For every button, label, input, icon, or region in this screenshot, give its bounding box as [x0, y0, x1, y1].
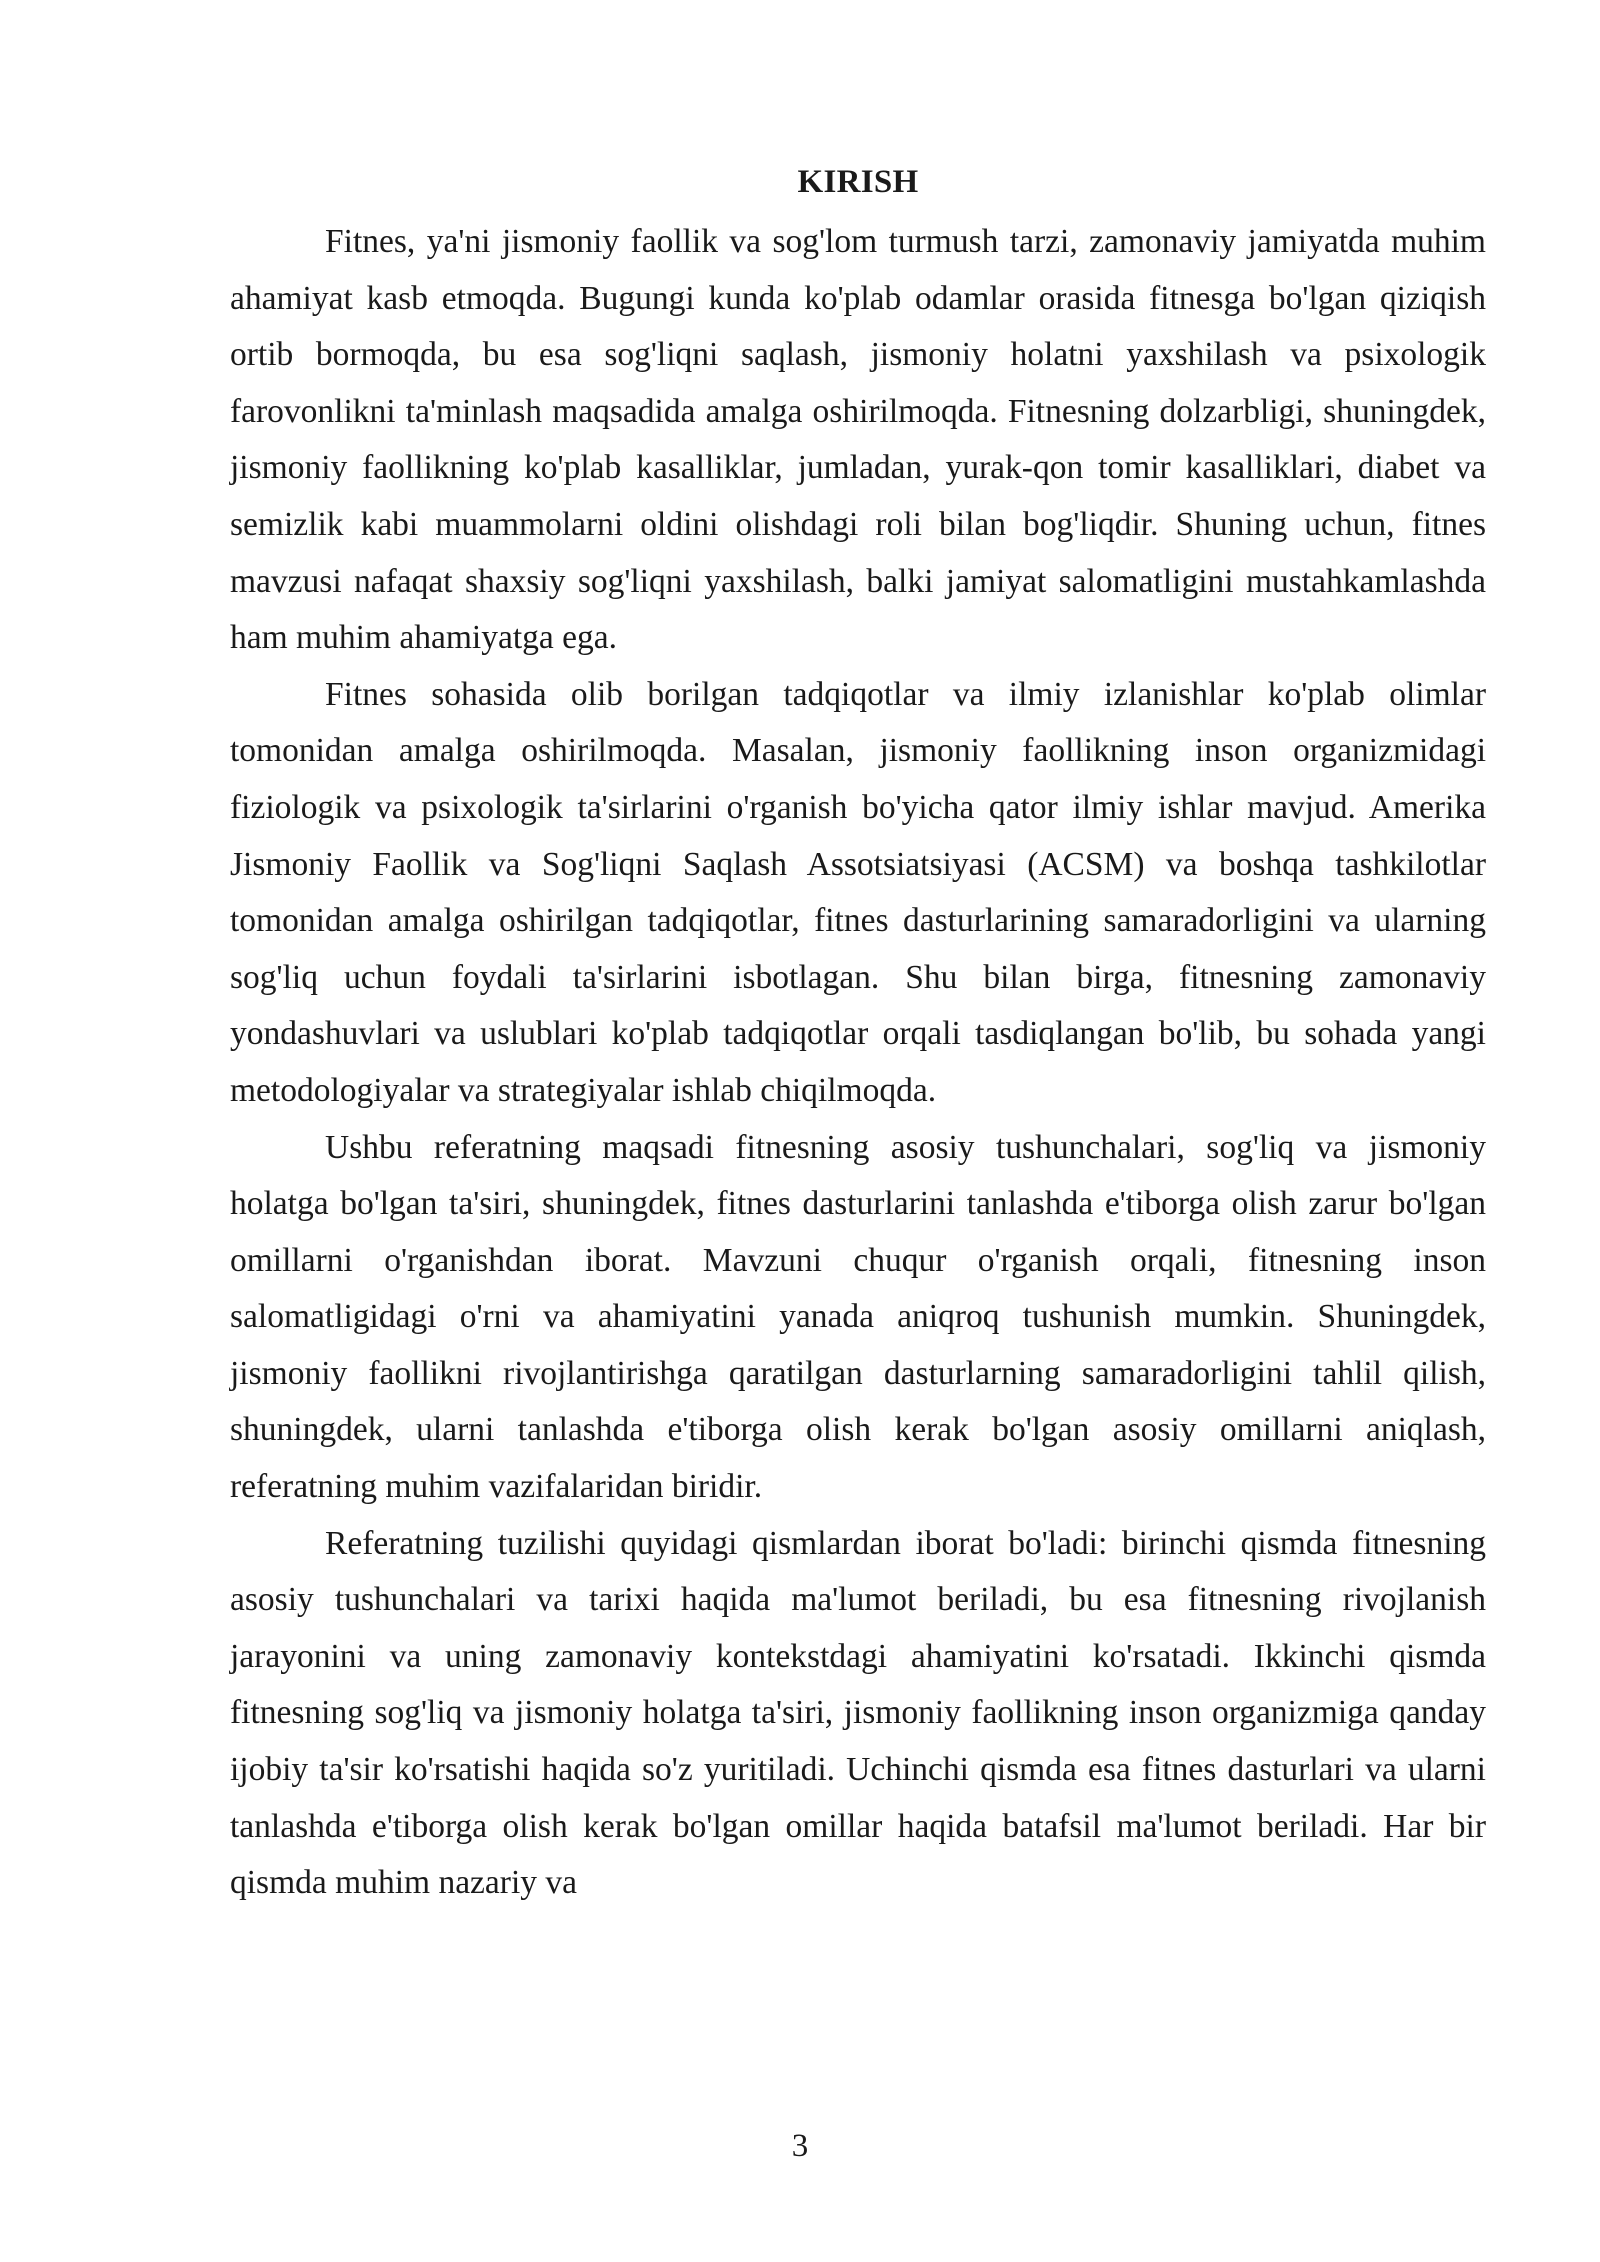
page-body — [230, 162, 1486, 1912]
paragraph-research: Fitnes sohasida olib borilgan tadqiqotlar va ilmiy izlanishlar ko'plab olimlar tomonidan amalga oshirilmoqda. Masalan, jismoniy faollikning inson organizmidagi fiziologik va psixologik ta'sirlarini o'rganish bo'yicha qator ilmiy ishlar mavjud. Amerika Jismoniy Faollik va Sog'liqni Saqlash Assotsiatsiyasi (ACSM) va boshqa tashkilotlar tomonidan amalga oshirilgan tadqiqotlar, fitnes dasturlarining samaradorligini va ularning sog'liq uchun foydali ta'sirlarini isbotlagan. Shu bilan birga, fitnesning zamonaviy yondashuvlari va uslublari ko'plab tadqiqotlar orqali tasdiqlangan bo'lib, bu sohada yangi metodologiyalar va strategiyalar ishlab chiqilmoqda. — [230, 675, 1486, 1109]
page-number: 3 — [791, 2128, 809, 2164]
page-title: KIRISH — [797, 164, 919, 200]
paragraph-aim: Ushbu referatning maqsadi fitnesning asosiy tushunchalari, sog'liq va jismoniy holatga bo'lgan ta'siri, shuningdek, fitnes dasturlarini tanlashda e'tiborga olish zarur bo'lgan omillarni o'rganishdan iborat. Mavzuni chuqur o'rganish orqali, fitnesning inson salomatligidagi o'rni va ahamiyatini yanada aniqroq tushunish mumkin. Shuningdek, jismoniy faollikni rivojlantirishga qaratilgan dasturlarning samaradorligini tahlil qilish, shuningdek, ularni tanlashda e'tiborga olish kerak bo'lgan asosiy omillarni aniqlash, referatning muhim vazifalaridan biridir. — [230, 1128, 1486, 1506]
paragraph-structure: Referatning tuzilishi quyidagi qismlardan iborat bo'ladi: birinchi qismda fitnesning asosiy tushunchalari va tarixi haqida ma'lumot beriladi, bu esa fitnesning rivojlanish jarayonini va uning zamonaviy kontekstdagi ahamiyatini ko'rsatadi. Ikkinchi qismda fitnesning sog'liq va jismoniy holatga ta'siri, jismoniy faollikning inson organizmiga qanday ijobiy ta'sir ko'rsatishi haqida so'z yuritiladi. Uchinchi qismda esa fitnes dasturlari va ularni tanlashda e'tiborga olish kerak bo'lgan omillar haqida batafsil ma'lumot beriladi. Har bir qismda muhim nazariy va — [230, 1524, 1486, 1902]
paragraph-introduction: Fitnes, ya'ni jismoniy faollik va sog'lom turmush tarzi, zamonaviy jamiyatda muhim ahamiyat kasb etmoqda. Bugungi kunda ko'plab odamlar orasida fitnesga bo'lgan qiziqish ortib bormoqda, bu esa sog'liqni saqlash, jismoniy holatni yaxshilash va psixologik farovonlikni ta'minlash maqsadida amalga oshirilmoqda. Fitnesning dolzarbligi, shuningdek, jismoniy faollikning ko'plab kasalliklar, jumladan, yurak-qon tomir kasalliklari, diabet va semizlik kabi muammolarni oldini olishdagi roli bilan bog'liqdir. Shuning uchun, fitnes mavzusi nafaqat shaxsiy sog'liqni yaxshilash, balki jamiyat salomatligini mustahkamlashda ham muhim ahamiyatga ega. — [230, 223, 1486, 657]
